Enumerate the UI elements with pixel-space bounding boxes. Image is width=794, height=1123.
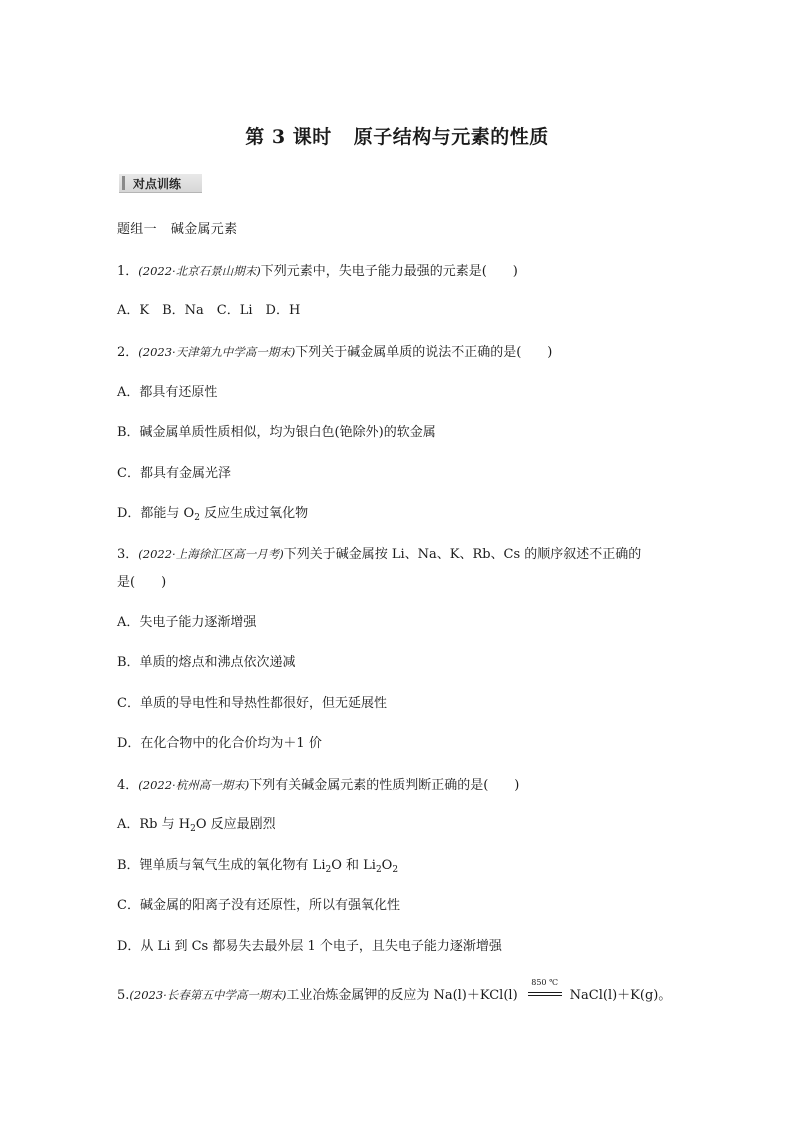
section-tag bbox=[119, 174, 202, 193]
option-text: 反应生成过氧化物 bbox=[199, 506, 309, 521]
question-2-option-a: A．都具有还原性 bbox=[117, 385, 218, 400]
question-source: (2022·上海徐汇区高一月考) bbox=[138, 547, 284, 561]
question-2-option-d bbox=[117, 506, 308, 522]
subscript: 2 bbox=[392, 865, 399, 875]
question-3-option-c: C．单质的导电性和导热性都很好，但无延展性 bbox=[117, 696, 387, 711]
question-2-option-c: C．都具有金属光泽 bbox=[117, 466, 231, 481]
question-source: (2023·天津第九中学高一期末) bbox=[138, 345, 296, 359]
question-text: 下列元素中，失电子能力最强的元素是( bbox=[260, 264, 487, 279]
subscript: 2 bbox=[190, 824, 196, 834]
question-4-option-c: C．碱金属的阳离子没有还原性，所以有强氧化性 bbox=[117, 898, 400, 913]
subscript: 2 bbox=[375, 865, 382, 875]
question-number: 4． bbox=[117, 778, 139, 793]
reaction-condition bbox=[528, 978, 562, 1001]
question-text: 下列有关碱金属元素的性质判断正确的是( bbox=[249, 778, 489, 793]
question-source: (2022·北京石景山期末) bbox=[138, 264, 261, 278]
question-text: 工业冶炼金属钾的反应为 Na(l)＋KCl(l) bbox=[286, 988, 518, 1003]
question-2-option-b: B．碱金属单质性质相似，均为银白色(铯除外)的软金属 bbox=[117, 425, 436, 440]
question-1-stem bbox=[117, 263, 518, 280]
group-name: 题组一 bbox=[117, 222, 157, 237]
option-text: D．都能与 O bbox=[117, 506, 195, 521]
question-source: (2022·杭州高一期末) bbox=[138, 778, 250, 792]
option-text: O bbox=[381, 858, 393, 873]
question-3-option-b: B．单质的熔点和沸点依次递减 bbox=[117, 655, 296, 670]
lesson-topic: 原子结构与元素的性质 bbox=[353, 126, 549, 148]
subscript: 2 bbox=[194, 513, 200, 523]
question-3-option-a: A．失电子能力逐渐增强 bbox=[117, 615, 257, 630]
question-1-options: A．K B．Na C．Li D．H bbox=[117, 303, 301, 318]
lesson-title bbox=[0, 122, 794, 149]
lesson-number: 第 3 课时 bbox=[245, 126, 332, 148]
question-3-stem bbox=[117, 546, 641, 563]
subscript: 2 bbox=[325, 865, 332, 875]
section-tag-label: 对点训练 bbox=[133, 177, 182, 191]
question-text: 下列关于碱金属按 Li、Na、K、Rb、Cs 的顺序叙述不正确的 bbox=[283, 547, 642, 562]
question-4-option-b bbox=[117, 858, 398, 874]
equals-line-top bbox=[528, 992, 562, 993]
option-text: O 和 Li bbox=[331, 858, 376, 873]
answer-paren-close: ) bbox=[514, 778, 520, 793]
reaction-temperature: 850 ℃ bbox=[531, 978, 559, 987]
answer-paren-close: ) bbox=[512, 264, 518, 279]
question-3-stem-cont bbox=[117, 575, 166, 591]
question-number: 5. bbox=[117, 988, 130, 1003]
option-text: B．锂单质与氧气生成的氧化物有 Li bbox=[117, 858, 326, 873]
reaction-products: NaCl(l)＋K(g)。 bbox=[569, 988, 672, 1003]
question-number: 2． bbox=[117, 345, 139, 360]
answer-paren-close: ) bbox=[547, 345, 553, 360]
question-number: 3． bbox=[117, 547, 139, 562]
question-4-stem bbox=[117, 777, 519, 794]
question-text: 是( bbox=[117, 575, 136, 590]
group-topic: 碱金属元素 bbox=[170, 222, 238, 237]
question-number: 1． bbox=[117, 264, 139, 279]
question-3-option-d: D．在化合物中的化合价均为＋1 价 bbox=[117, 736, 322, 751]
section-tag-bar bbox=[122, 176, 125, 190]
question-text: 下列关于碱金属单质的说法不正确的是( bbox=[295, 345, 522, 360]
group-heading bbox=[117, 222, 237, 238]
question-4-option-a bbox=[117, 817, 276, 833]
answer-paren-close: ) bbox=[161, 575, 167, 590]
question-2-stem bbox=[117, 344, 552, 361]
option-text: O 反应最剧烈 bbox=[195, 817, 276, 832]
equals-line-bottom bbox=[528, 995, 562, 996]
question-4-option-d: D．从 Li 到 Cs 都易失去最外层 1 个电子，且失电子能力逐渐增强 bbox=[117, 939, 502, 954]
option-text: A．Rb 与 H bbox=[117, 817, 191, 832]
question-5-stem bbox=[117, 978, 672, 1004]
question-source: (2023·长春第五中学高一期末) bbox=[129, 988, 287, 1002]
